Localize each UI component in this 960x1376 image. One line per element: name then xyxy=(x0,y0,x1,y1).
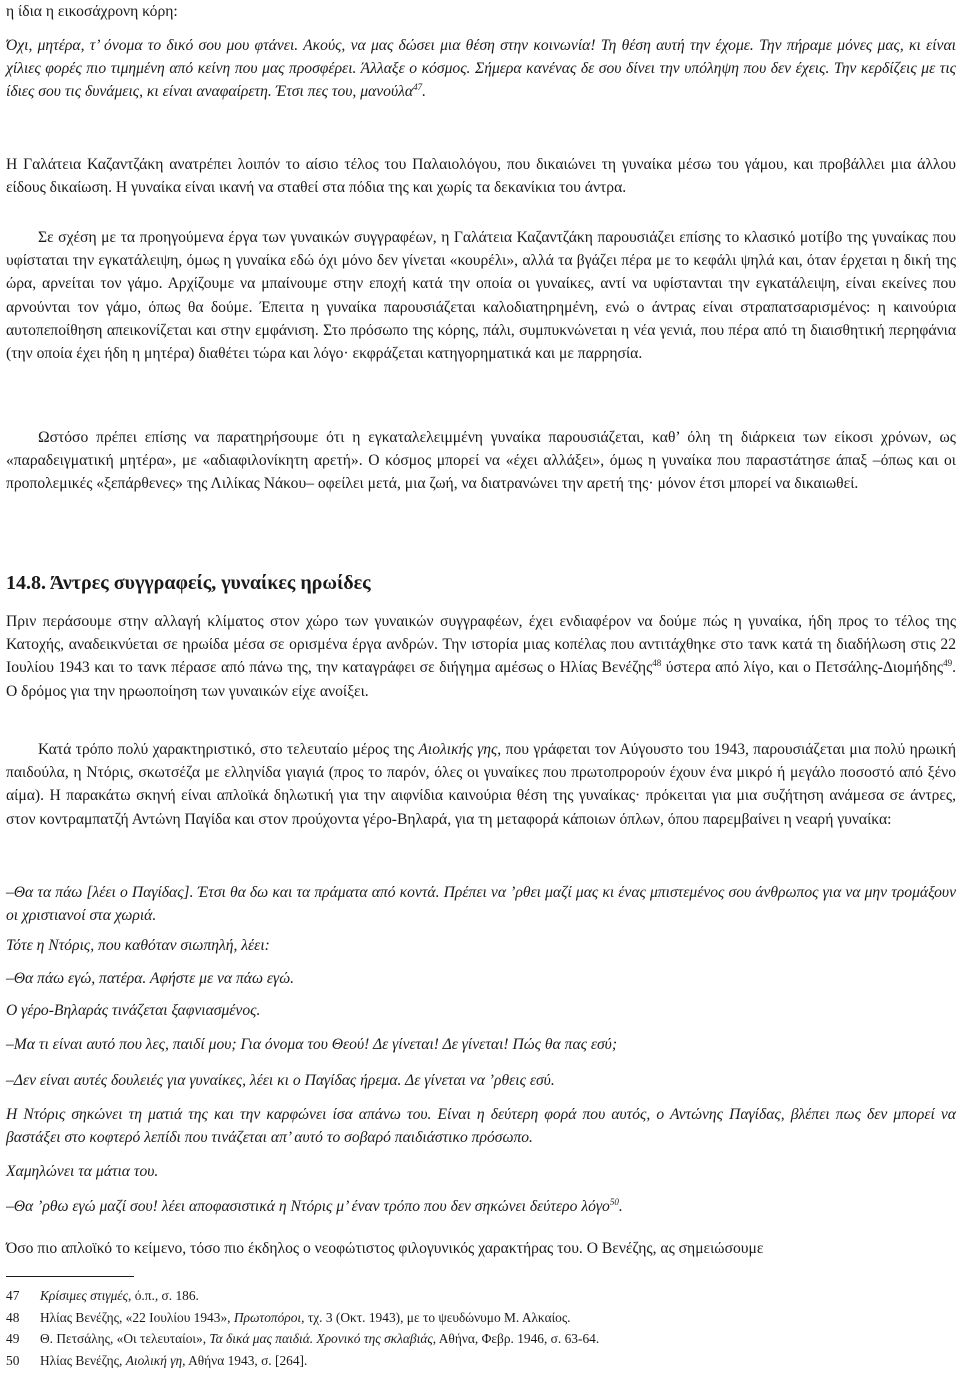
dialogue-line: Ο γέρο-Βηλαράς τινάζεται ξαφνιασμένος. xyxy=(6,1002,261,1019)
footnote-text: Ηλίας Βενέζης, «22 Ιουλίου 1943», Πρωτοπόροι, τχ. 3 (Οκτ. 1943), με το ψευδώνυμο Μ. Αλκαίος. xyxy=(40,1309,571,1325)
section-p1-text-a: Πριν περάσουμε στην αλλαγή κλίματος στον χώρο των γυναικών συγγραφέων, έχει ενδιαφέρον να δούμε πώς η γυναίκα, ήδη προς το τέλος της Κατοχής, αναδεικνύεται σε ηρωίδα μέσα σε ορισμένα έργα ανδρών. Την ιστορία μιας κοπέλας που αντιτάχθηκε στο τανκ κατά τη διαδήλωση στις 22 Ιουλίου 1943 και το τανκ πέρασε από πάνω της, την καταγράφει σε διήγημα αμέσως ο Ηλίας Βενέζης xyxy=(6,613,956,677)
book-title: Αιολικής γης xyxy=(418,741,498,758)
footnote-divider xyxy=(6,1276,134,1277)
dialogue-line: –Μα τι είναι αυτό που λες, παιδί μου; Για όνομα του Θεού! Δε γίνεται! Δε γίνεται! Πώς θα πας εσύ; xyxy=(6,1036,618,1053)
footnote-ref-47[interactable]: 47 xyxy=(413,82,423,93)
section-paragraph-2 xyxy=(6,738,956,831)
section-p2-text-b: , που γράφεται τον Αύγουστο του 1943, παρουσιάζεται μια πολύ ηρωική παιδούλα, η Ντόρις, σκωτσέζα με ελληνίδα γιαγιά (προς το παρόν, όλες οι γυναίκες που πρωτοπρορούν έχουν ένα μικρό ή μεγάλο ποσοστό από ξένο αίμα). Η παρακάτω σκηνή είναι απλοϊκά δηλωτική για την αιφνίδια καινούρια θέση της γυναίκας· πρόκειται για μια συζήτηση ανάμεσα σε άντρες, στον κοντραμπατζή Αντώνη Παγίδα και στον πρoύχοντα γέρο-Βηλαρά, για τη μεταφορά κάποιων όπλων, όπου παρεμβαίνει η νεαρή γυναίκα: xyxy=(6,741,956,828)
footnote-text: Κρίσιμες στιγμές, ό.π., σ. 186. xyxy=(40,1288,199,1303)
footnote-50 xyxy=(6,1350,946,1372)
footnote-ref-50[interactable]: 50 xyxy=(609,1196,619,1207)
quote-paragraph xyxy=(6,34,956,104)
dialogue-last-end: . xyxy=(618,1198,623,1215)
footnote-ref-48[interactable]: 48 xyxy=(652,658,662,669)
quote-text: Όχι, μητέρα, τ’ όνομα το δικό σου μου φτάνει. Ακούς, να μας δώσει μια θέση στην κοινωνία! Τη θέση αυτή την έχομε. Την πήραμε μόνες μας, κι είναι χίλιες φορές πιο τιμημένη από κείνη που μας προσφέρει. Άλλαξε ο κόσμος. Σήμερα κανένας δε σου δίνει την υπόληψη που δεν έχεις. Την κερδίζεις με τις ίδιες σου τις δυνάμεις, κι είναι αναφαίρετη. Έτσι πες του, μανούλα xyxy=(6,37,956,101)
section-heading: 14.8. Άντρες συγγραφείς, γυναίκες ηρωίδες xyxy=(6,572,371,594)
dialogue-line: Τότε η Ντόρις, που καθόταν σιωπηλή, λέει: xyxy=(6,937,270,954)
dialogue-line: Η Ντόρις σηκώνει τη ματιά της και την καρφώνει ίσα απάνω του. Είναι η δεύτερη φορά που αυτός, ο Αντώνης Παγίδας, βλέπει πως δεν μπορεί να βαστάξει στο κοφτερό λεπίδι που τινάζεται απ’ αυτό το σοβαρό παιδιάστικο πρόσωπο. xyxy=(6,1106,956,1147)
footnote-text: Θ. Πετσάλης, «Οι τελευταίοι», Τα δικά μας παιδιά. Χρονικό της σκλαβιάς, Αθήνα, Φεβρ. 1946, σ. 63-64. xyxy=(40,1331,600,1347)
paragraph-galateia-2: Σε σχέση με τα προηγούμενα έργα των γυναικών συγγραφέων, η Γαλάτεια Καζαντζάκη παρουσιάζει επίσης το κλασικό μοτίβο της γυναίκας που υφίσταται την εγκατάλειψη, όμως η γυναίκα εδώ όχι μόνο δεν γίνεται «κουρέλι», αλλά τα βγάζει πέρα με το κεφάλι ψηλά και, όταν έρχεται η δική της ώρα, αρνείται τον γάμο. Αρχίζουμε να μπαίνουμε στην εποχή κατά την οποία οι γυναίκες, αντί να υφίστανται την εγκατάλειψη, είναι εκείνες που αρνούνται τον γάμο, όπως θα δούμε. Έπειτα η γυναίκα παρουσιάζεται καλοδιατηρημένη, ενώ ο άντρας είναι στραπατσαρισμένος: η καινούρια αυτοπεποίθηση απεικονίζεται και στην εμφάνιση. Στο πρόσωπο της κόρης, πάλι, συμπυκνώνεται η νέα γενιά, που πέρα από τη διαισθητική περηφάνια (την οποία έχει ήδη η μητέρα) διαθέτει τώρα και λόγο· εκφράζεται κατηγορηματικά και με παρρησία. xyxy=(6,229,956,363)
footnote-ref-49[interactable]: 49 xyxy=(943,658,953,669)
footnote-number: 50 xyxy=(6,1352,20,1368)
dialogue-line: Χαμηλώνει τα μάτια του. xyxy=(6,1163,159,1180)
footnote-number: 47 xyxy=(6,1288,20,1303)
footnote-49 xyxy=(6,1328,946,1350)
closing-line: Όσο πιο απλοϊκό το κείμενο, τόσο πιο έκδηλος ο νεοφώτιστος φιλογυνικός χαρακτήρας του. Ο Βενέζης, ας σημειώσουμε xyxy=(6,1240,764,1257)
paragraph-galateia-3: Ωστόσο πρέπει επίσης να παρατηρήσουμε ότι η εγκαταλελειμμένη γυναίκα παρουσιάζεται, καθ’ όλη τη διάρκεια των είκοσι χρόνων, ως «παραδειγματική μητέρα», με «αδιαφιλονίκητη αρετή». Ο κόσμος μπορεί να «έχει αλλάξει», όμως η γυναίκα που παραστάτησε άπαξ –όπως και οι προπολεμικές «ξεπάρθενες» της Λιλίκας Νάκου– οφείλει μετά, μια ζωή, να διατρανώνει την αρετή της· μόνον έτσι μπορεί να δικαιωθεί. xyxy=(6,429,956,493)
section-paragraph-1 xyxy=(6,610,956,703)
dialogue-line: –Δεν είναι αυτές δουλειές για γυναίκες, λέει κι ο Παγίδας ήρεμα. Δε γίνεται να ’ρθεις εσύ. xyxy=(6,1072,555,1089)
intro-line: η ίδια η εικοσάχρονη κόρη: xyxy=(6,3,178,20)
dialogue-line: –Θα πάω εγώ, πατέρα. Αφήστε με να πάω εγώ. xyxy=(6,970,294,987)
quote-end: . xyxy=(422,83,426,101)
footnotes xyxy=(6,1285,946,1371)
section-p1-text-b: ύστερα από λίγο, και ο Πετσάλης-Διομήδης xyxy=(661,659,944,677)
footnote-47 xyxy=(6,1285,946,1307)
dialogue-line: –Θα τα πάω [λέει ο Παγίδας]. Έτσι θα δω και τα πράματα από κοντά. Πρέπει να ’ρθει μαζί μας κι ένας μπιστεμένος σου άνθρωπος για να μην τρομάξουν οι χριστιανοί στα χωριά. xyxy=(6,884,956,925)
dialogue-last-text: –Θα ’ρθω εγώ μαζί σου! λέει αποφασιστικά η Ντόρις μ’ έναν τρόπο που δεν σηκώνει δεύτερο λόγο xyxy=(6,1198,610,1215)
footnote-number: 48 xyxy=(6,1309,20,1325)
section-p1-text-c: . Ο δρόμος για την ηρωοποίηση των γυναικών είχε ανοίξει. xyxy=(6,659,956,700)
footnote-number: 49 xyxy=(6,1331,20,1347)
paragraph-galateia-1: Η Γαλάτεια Καζαντζάκη ανατρέπει λοιπόν το αίσιο τέλος του Παλαιολόγου, που δικαιώνει τη γυναίκα μέσω του γάμου, και προβάλλει μια άλλου είδους δικαίωση. Η γυναίκα είναι ικανή να σταθεί στα πόδια της και χωρίς τα δεκανίκια του άντρα. xyxy=(6,156,956,197)
section-p2-text-a: Κατά τρόπο πολύ χαρακτηριστικό, στο τελευταίο μέρος της xyxy=(38,741,419,758)
footnote-48 xyxy=(6,1307,946,1329)
dialogue-line-last xyxy=(6,1195,956,1218)
footnote-text: Ηλίας Βενέζης, Αιολική γη, Αθήνα 1943, σ. [264]. xyxy=(40,1352,308,1368)
